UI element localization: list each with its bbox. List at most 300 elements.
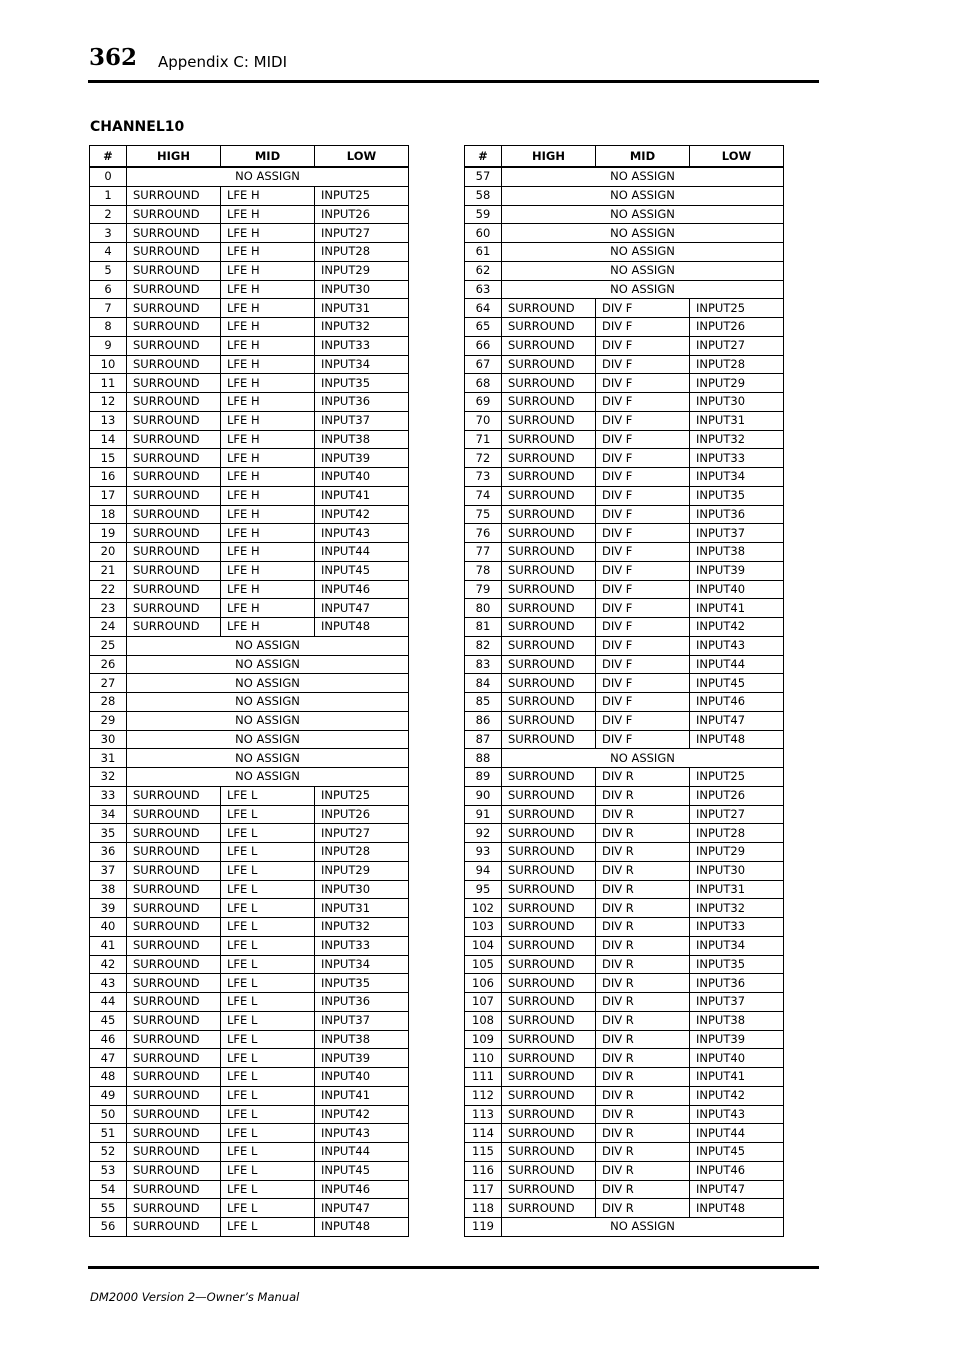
table-row: [90, 543, 409, 562]
low-cell: INPUT36: [315, 393, 409, 412]
row-number: 34: [90, 805, 127, 824]
row-number: 3: [90, 224, 127, 243]
mid-cell: DIV R: [596, 1030, 690, 1049]
table-row: [90, 1161, 409, 1180]
low-cell: INPUT30: [690, 861, 784, 880]
column-header-number: #: [90, 146, 127, 168]
mid-cell: DIV R: [596, 843, 690, 862]
high-cell: SURROUND: [502, 505, 596, 524]
mid-cell: DIV R: [596, 1124, 690, 1143]
row-number: 107: [465, 993, 502, 1012]
table-row: [90, 524, 409, 543]
low-cell: INPUT28: [315, 843, 409, 862]
low-cell: INPUT35: [690, 955, 784, 974]
row-number: 13: [90, 411, 127, 430]
mid-cell: LFE H: [221, 468, 315, 487]
high-cell: SURROUND: [127, 918, 221, 937]
low-cell: INPUT29: [315, 261, 409, 280]
high-cell: SURROUND: [502, 861, 596, 880]
table-row: [465, 899, 784, 918]
midi-table-right: [464, 145, 784, 1237]
low-cell: INPUT29: [315, 861, 409, 880]
table-row: [90, 1199, 409, 1218]
row-number: 62: [465, 261, 502, 280]
row-number: 32: [90, 768, 127, 787]
no-assign-cell: NO ASSIGN: [127, 693, 409, 712]
high-cell: SURROUND: [502, 468, 596, 487]
high-cell: SURROUND: [502, 805, 596, 824]
mid-cell: LFE H: [221, 430, 315, 449]
low-cell: INPUT44: [315, 1143, 409, 1162]
row-number: 36: [90, 843, 127, 862]
low-cell: INPUT41: [315, 486, 409, 505]
row-number: 64: [465, 299, 502, 318]
low-cell: INPUT35: [690, 486, 784, 505]
mid-cell: LFE L: [221, 824, 315, 843]
mid-cell: DIV R: [596, 880, 690, 899]
row-number: 40: [90, 918, 127, 937]
low-cell: INPUT26: [315, 205, 409, 224]
row-number: 25: [90, 636, 127, 655]
column-header-low: LOW: [690, 146, 784, 168]
high-cell: SURROUND: [127, 805, 221, 824]
row-number: 85: [465, 693, 502, 712]
low-cell: INPUT48: [690, 1199, 784, 1218]
table-row: [90, 749, 409, 768]
column-header-number: #: [465, 146, 502, 168]
mid-cell: LFE L: [221, 936, 315, 955]
row-number: 24: [90, 618, 127, 637]
low-cell: INPUT37: [690, 993, 784, 1012]
low-cell: INPUT33: [315, 336, 409, 355]
mid-cell: LFE L: [221, 861, 315, 880]
high-cell: SURROUND: [127, 468, 221, 487]
low-cell: INPUT36: [690, 974, 784, 993]
table-row: [90, 880, 409, 899]
table-row: [90, 711, 409, 730]
high-cell: SURROUND: [502, 393, 596, 412]
high-cell: SURROUND: [502, 374, 596, 393]
row-number: 56: [90, 1218, 127, 1237]
table-row: [465, 1011, 784, 1030]
row-number: 104: [465, 936, 502, 955]
mid-cell: DIV R: [596, 936, 690, 955]
mid-cell: LFE L: [221, 1143, 315, 1162]
high-cell: SURROUND: [127, 449, 221, 468]
column-header-high: HIGH: [127, 146, 221, 168]
row-number: 20: [90, 543, 127, 562]
row-number: 27: [90, 674, 127, 693]
mid-cell: DIV F: [596, 693, 690, 712]
table-row: [90, 1086, 409, 1105]
high-cell: SURROUND: [127, 280, 221, 299]
table-row: [465, 936, 784, 955]
high-cell: SURROUND: [502, 843, 596, 862]
mid-cell: DIV R: [596, 824, 690, 843]
high-cell: SURROUND: [502, 918, 596, 937]
mid-cell: LFE H: [221, 186, 315, 205]
table-row: [90, 786, 409, 805]
table-row: [465, 1124, 784, 1143]
low-cell: INPUT36: [690, 505, 784, 524]
low-cell: INPUT34: [315, 355, 409, 374]
mid-cell: DIV F: [596, 674, 690, 693]
low-cell: INPUT40: [315, 1068, 409, 1087]
table-row: [90, 899, 409, 918]
low-cell: INPUT45: [315, 1161, 409, 1180]
low-cell: INPUT39: [690, 1030, 784, 1049]
low-cell: INPUT26: [690, 786, 784, 805]
mid-cell: DIV F: [596, 318, 690, 337]
row-number: 31: [90, 749, 127, 768]
row-number: 84: [465, 674, 502, 693]
mid-cell: LFE H: [221, 543, 315, 562]
no-assign-cell: NO ASSIGN: [127, 674, 409, 693]
no-assign-cell: NO ASSIGN: [502, 749, 784, 768]
table-body: [90, 167, 409, 1236]
mid-cell: LFE L: [221, 1180, 315, 1199]
mid-cell: DIV F: [596, 580, 690, 599]
table-row: [465, 1105, 784, 1124]
row-number: 5: [90, 261, 127, 280]
row-number: 49: [90, 1086, 127, 1105]
no-assign-cell: NO ASSIGN: [502, 1218, 784, 1237]
row-number: 39: [90, 899, 127, 918]
low-cell: INPUT33: [690, 449, 784, 468]
page-number: 362: [89, 44, 138, 71]
high-cell: SURROUND: [127, 580, 221, 599]
table-row: [465, 224, 784, 243]
column-header-mid: MID: [221, 146, 315, 168]
mid-cell: DIV R: [596, 899, 690, 918]
table-row: [90, 955, 409, 974]
row-number: 61: [465, 243, 502, 262]
table-row: [90, 824, 409, 843]
table-row: [465, 411, 784, 430]
row-number: 91: [465, 805, 502, 824]
mid-cell: DIV R: [596, 1180, 690, 1199]
low-cell: INPUT39: [315, 449, 409, 468]
table-row: [90, 243, 409, 262]
low-cell: INPUT30: [315, 880, 409, 899]
high-cell: SURROUND: [127, 899, 221, 918]
mid-cell: LFE L: [221, 993, 315, 1012]
low-cell: INPUT40: [690, 1049, 784, 1068]
high-cell: SURROUND: [127, 618, 221, 637]
table-body: [465, 167, 784, 1236]
table-row: [465, 1068, 784, 1087]
mid-cell: DIV R: [596, 1068, 690, 1087]
high-cell: SURROUND: [127, 561, 221, 580]
mid-cell: LFE H: [221, 261, 315, 280]
table-row: [90, 411, 409, 430]
high-cell: SURROUND: [127, 393, 221, 412]
mid-cell: LFE H: [221, 280, 315, 299]
high-cell: SURROUND: [127, 1124, 221, 1143]
no-assign-cell: NO ASSIGN: [127, 636, 409, 655]
row-number: 95: [465, 880, 502, 899]
high-cell: SURROUND: [502, 599, 596, 618]
low-cell: INPUT41: [690, 1068, 784, 1087]
table-row: [90, 636, 409, 655]
table-row: [465, 1143, 784, 1162]
mid-cell: LFE L: [221, 880, 315, 899]
low-cell: INPUT35: [315, 974, 409, 993]
table-row: [90, 1143, 409, 1162]
mid-cell: LFE H: [221, 580, 315, 599]
high-cell: SURROUND: [502, 449, 596, 468]
row-number: 0: [90, 167, 127, 186]
row-number: 88: [465, 749, 502, 768]
mid-cell: LFE L: [221, 1086, 315, 1105]
row-number: 118: [465, 1199, 502, 1218]
table-row: [465, 561, 784, 580]
row-number: 14: [90, 430, 127, 449]
row-number: 16: [90, 468, 127, 487]
footer-text: DM2000 Version 2—Owner’s Manual: [90, 1290, 300, 1304]
row-number: 106: [465, 974, 502, 993]
high-cell: SURROUND: [127, 1180, 221, 1199]
high-cell: SURROUND: [127, 299, 221, 318]
high-cell: SURROUND: [502, 1030, 596, 1049]
row-number: 7: [90, 299, 127, 318]
row-number: 116: [465, 1161, 502, 1180]
mid-cell: DIV F: [596, 355, 690, 374]
high-cell: SURROUND: [502, 524, 596, 543]
table-row: [90, 768, 409, 787]
low-cell: INPUT48: [315, 618, 409, 637]
mid-cell: LFE H: [221, 299, 315, 318]
low-cell: INPUT44: [690, 1124, 784, 1143]
row-number: 72: [465, 449, 502, 468]
column-header-mid: MID: [596, 146, 690, 168]
mid-cell: DIV F: [596, 468, 690, 487]
high-cell: SURROUND: [502, 974, 596, 993]
no-assign-cell: NO ASSIGN: [502, 243, 784, 262]
table-row: [90, 374, 409, 393]
table-row: [465, 261, 784, 280]
row-number: 105: [465, 955, 502, 974]
row-number: 43: [90, 974, 127, 993]
row-number: 79: [465, 580, 502, 599]
high-cell: SURROUND: [127, 505, 221, 524]
mid-cell: LFE H: [221, 505, 315, 524]
mid-cell: LFE L: [221, 1199, 315, 1218]
table-row: [90, 1068, 409, 1087]
row-number: 35: [90, 824, 127, 843]
mid-cell: LFE H: [221, 355, 315, 374]
table-row: [90, 861, 409, 880]
row-number: 102: [465, 899, 502, 918]
mid-cell: LFE L: [221, 1068, 315, 1087]
mid-cell: DIV F: [596, 618, 690, 637]
table-row: [465, 636, 784, 655]
row-number: 112: [465, 1086, 502, 1105]
mid-cell: LFE H: [221, 561, 315, 580]
table-row: [465, 1086, 784, 1105]
row-number: 26: [90, 655, 127, 674]
high-cell: SURROUND: [502, 543, 596, 562]
high-cell: SURROUND: [502, 561, 596, 580]
table-row: [90, 449, 409, 468]
no-assign-cell: NO ASSIGN: [502, 261, 784, 280]
table-row: [90, 599, 409, 618]
mid-cell: DIV F: [596, 449, 690, 468]
table-row: [465, 824, 784, 843]
row-number: 87: [465, 730, 502, 749]
low-cell: INPUT31: [690, 880, 784, 899]
row-number: 4: [90, 243, 127, 262]
low-cell: INPUT46: [315, 580, 409, 599]
high-cell: SURROUND: [127, 599, 221, 618]
mid-cell: LFE H: [221, 618, 315, 637]
low-cell: INPUT29: [690, 843, 784, 862]
row-number: 114: [465, 1124, 502, 1143]
high-cell: SURROUND: [502, 299, 596, 318]
row-number: 19: [90, 524, 127, 543]
high-cell: SURROUND: [127, 1105, 221, 1124]
high-cell: SURROUND: [127, 336, 221, 355]
table-row: [465, 599, 784, 618]
low-cell: INPUT43: [690, 636, 784, 655]
table-row: [90, 224, 409, 243]
table-row: [465, 730, 784, 749]
high-cell: SURROUND: [502, 693, 596, 712]
low-cell: INPUT34: [690, 468, 784, 487]
mid-cell: DIV F: [596, 543, 690, 562]
high-cell: SURROUND: [502, 411, 596, 430]
high-cell: SURROUND: [502, 1086, 596, 1105]
high-cell: SURROUND: [502, 993, 596, 1012]
low-cell: INPUT27: [315, 224, 409, 243]
mid-cell: LFE H: [221, 449, 315, 468]
no-assign-cell: NO ASSIGN: [127, 749, 409, 768]
low-cell: INPUT31: [315, 899, 409, 918]
mid-cell: LFE H: [221, 336, 315, 355]
table-header-row: [465, 146, 784, 168]
table-row: [90, 205, 409, 224]
mid-cell: LFE H: [221, 243, 315, 262]
high-cell: SURROUND: [502, 1124, 596, 1143]
table-row: [90, 1105, 409, 1124]
table-row: [465, 468, 784, 487]
table-row: [90, 936, 409, 955]
mid-cell: DIV R: [596, 786, 690, 805]
table-row: [90, 355, 409, 374]
low-cell: INPUT31: [690, 411, 784, 430]
low-cell: INPUT45: [315, 561, 409, 580]
high-cell: SURROUND: [127, 824, 221, 843]
no-assign-cell: NO ASSIGN: [502, 167, 784, 186]
high-cell: SURROUND: [502, 786, 596, 805]
table-row: [90, 561, 409, 580]
no-assign-cell: NO ASSIGN: [502, 224, 784, 243]
mid-cell: DIV F: [596, 561, 690, 580]
row-number: 1: [90, 186, 127, 205]
row-number: 76: [465, 524, 502, 543]
high-cell: SURROUND: [502, 824, 596, 843]
low-cell: INPUT38: [690, 1011, 784, 1030]
table-row: [90, 1180, 409, 1199]
row-number: 67: [465, 355, 502, 374]
high-cell: SURROUND: [502, 1011, 596, 1030]
mid-cell: DIV R: [596, 993, 690, 1012]
mid-cell: DIV F: [596, 524, 690, 543]
low-cell: INPUT28: [690, 824, 784, 843]
mid-cell: LFE L: [221, 805, 315, 824]
table-row: [465, 805, 784, 824]
mid-cell: LFE L: [221, 955, 315, 974]
row-number: 11: [90, 374, 127, 393]
row-number: 52: [90, 1143, 127, 1162]
low-cell: INPUT37: [315, 411, 409, 430]
row-number: 68: [465, 374, 502, 393]
row-number: 42: [90, 955, 127, 974]
high-cell: SURROUND: [502, 730, 596, 749]
table-header-row: [90, 146, 409, 168]
mid-cell: DIV R: [596, 1049, 690, 1068]
low-cell: INPUT44: [315, 543, 409, 562]
table-row: [465, 505, 784, 524]
high-cell: SURROUND: [502, 318, 596, 337]
mid-cell: DIV F: [596, 655, 690, 674]
row-number: 70: [465, 411, 502, 430]
mid-cell: DIV R: [596, 1011, 690, 1030]
low-cell: INPUT40: [690, 580, 784, 599]
row-number: 21: [90, 561, 127, 580]
high-cell: SURROUND: [127, 955, 221, 974]
row-number: 41: [90, 936, 127, 955]
table-row: [465, 693, 784, 712]
table-row: [465, 955, 784, 974]
row-number: 73: [465, 468, 502, 487]
mid-cell: DIV R: [596, 918, 690, 937]
high-cell: SURROUND: [502, 1049, 596, 1068]
low-cell: INPUT25: [690, 768, 784, 787]
row-number: 59: [465, 205, 502, 224]
mid-cell: DIV F: [596, 486, 690, 505]
row-number: 65: [465, 318, 502, 337]
mid-cell: LFE H: [221, 318, 315, 337]
mid-cell: DIV F: [596, 599, 690, 618]
low-cell: INPUT47: [690, 711, 784, 730]
high-cell: SURROUND: [127, 974, 221, 993]
row-number: 86: [465, 711, 502, 730]
table-row: [465, 974, 784, 993]
table-row: [465, 618, 784, 637]
low-cell: INPUT32: [690, 430, 784, 449]
low-cell: INPUT27: [690, 336, 784, 355]
row-number: 75: [465, 505, 502, 524]
low-cell: INPUT43: [690, 1105, 784, 1124]
table-row: [465, 768, 784, 787]
table-row: [465, 843, 784, 862]
row-number: 93: [465, 843, 502, 862]
midi-table-left: [89, 145, 409, 1237]
mid-cell: LFE L: [221, 786, 315, 805]
mid-cell: LFE H: [221, 374, 315, 393]
mid-cell: LFE L: [221, 1011, 315, 1030]
low-cell: INPUT28: [690, 355, 784, 374]
row-number: 48: [90, 1068, 127, 1087]
high-cell: SURROUND: [127, 880, 221, 899]
high-cell: SURROUND: [502, 1199, 596, 1218]
row-number: 46: [90, 1030, 127, 1049]
low-cell: INPUT46: [315, 1180, 409, 1199]
low-cell: INPUT34: [315, 955, 409, 974]
no-assign-cell: NO ASSIGN: [127, 768, 409, 787]
low-cell: INPUT33: [690, 918, 784, 937]
